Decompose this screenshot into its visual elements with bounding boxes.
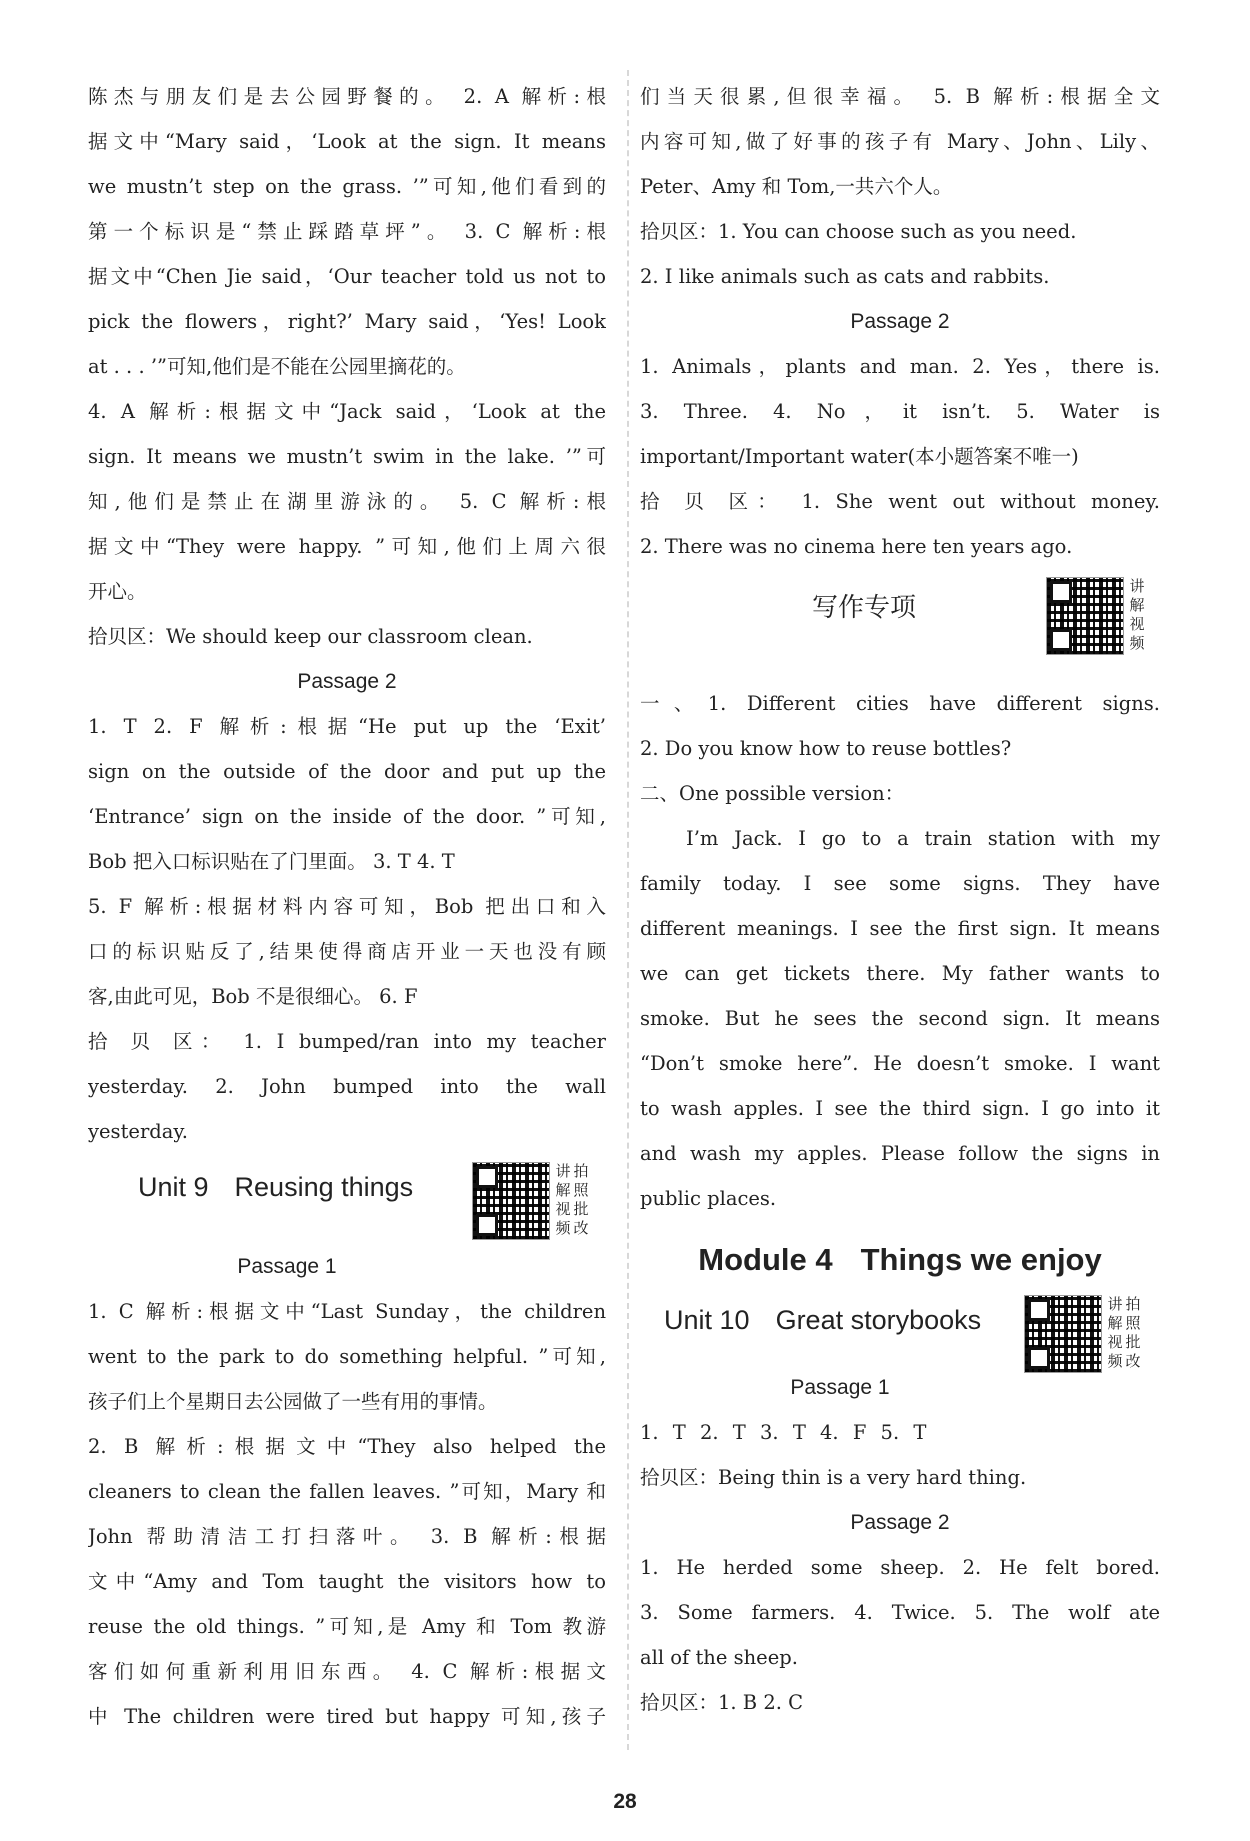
essay-line: I’m Jack. I go to a train station with my xyxy=(686,827,1160,850)
passage-heading: Passage 1 xyxy=(237,1255,337,1278)
qr-label-char: 解 xyxy=(1107,1314,1123,1332)
page-number: 28 xyxy=(613,1790,637,1813)
text-line: Peter、Amy 和 Tom,一共六个人。 xyxy=(640,175,953,198)
text-line: 3. Three. 4. No，it isn’t. 5. Water is xyxy=(640,400,1160,423)
sample-essay xyxy=(640,816,1160,1221)
left-lines-c xyxy=(88,1289,606,1739)
text-line: 2. Do you know how to reuse bottles? xyxy=(640,737,1012,760)
text-line: 口的标识贴反了,结果使得商店开业一天也没有顾 xyxy=(88,940,606,963)
text-line: 1. T 2. F 解析:根据“He put up the ‘Exit’ xyxy=(88,715,606,738)
text-line: 2. B 解析:根据文中“They also helped the xyxy=(88,1435,606,1458)
text-line: 5. F 解析:根据材料内容可知，Bob 把出口和入 xyxy=(88,895,606,918)
qr-label-char: 拍 xyxy=(1125,1295,1141,1313)
text-line: 据文中“Chen Jie said，‘Our teacher told us not to xyxy=(88,265,606,288)
text-line: 中 The children were tired but happy 可知,孩子 xyxy=(88,1705,606,1728)
text-line: 拾 贝 区： 1. She went out without money. xyxy=(640,490,1160,513)
text-line: 客,由此可见，Bob 不是很细心。 6. F xyxy=(88,985,418,1008)
essay-line: “Don’t smoke here”. He doesn’t smoke. I want xyxy=(640,1052,1160,1075)
qr-code-icon[interactable] xyxy=(1046,577,1124,655)
right-lines-c xyxy=(640,681,1160,816)
qr-label-char: 改 xyxy=(573,1219,589,1237)
text-line: 拾贝区：1. You can choose such as you need. xyxy=(640,220,1077,243)
unit-name: Great storybooks xyxy=(775,1305,982,1335)
unit-number: Unit 10 xyxy=(664,1305,750,1335)
text-line: 孩子们上个星期日去公园做了一些有用的事情。 xyxy=(88,1390,498,1413)
text-line: 2. I like animals such as cats and rabbits. xyxy=(640,265,1050,288)
text-line: we mustn’t step on the grass. ’”可知,他们看到的 xyxy=(88,175,606,198)
qr-label-char: 批 xyxy=(1125,1333,1141,1351)
right-lines-b xyxy=(640,344,1160,569)
text-line: 1. T 2. T 3. T 4. F 5. T xyxy=(640,1421,927,1444)
qr-label-char: 讲 xyxy=(1107,1295,1123,1313)
text-line: 拾 贝 区： 1. I bumped/ran into my teacher xyxy=(88,1030,606,1053)
qr-label-column xyxy=(1124,1295,1142,1371)
text-line: 1. He herded some sheep. 2. He felt bored. xyxy=(640,1556,1160,1579)
section-title: 写作专项 xyxy=(812,593,917,623)
qr-code-icon[interactable] xyxy=(472,1162,550,1240)
text-line: ‘Entrance’ sign on the inside of the door. ”可知, xyxy=(88,805,606,828)
unit9-title xyxy=(138,1172,413,1203)
passage-heading: Passage 1 xyxy=(790,1376,890,1399)
text-line: 二、One possible version： xyxy=(640,782,905,805)
qr-label-char: 照 xyxy=(573,1181,589,1199)
text-line: 内容可知,做了好事的孩子有 Mary、John、Lily、 xyxy=(640,130,1160,153)
text-line: 3. Some farmers. 4. Twice. 5. The wolf ate xyxy=(640,1601,1160,1624)
right-lines-e xyxy=(640,1545,1160,1725)
text-line: 客们如何重新利用旧东西。 4. C 解析:根据文 xyxy=(88,1660,606,1683)
text-line: pick the flowers，right?’ Mary said，‘Yes! Look xyxy=(88,310,606,333)
essay-line: different meanings. I see the first sign. It means xyxy=(640,917,1160,940)
essay-line: family today. I see some signs. They have xyxy=(640,872,1160,895)
text-line: 们当天很累,但很幸福。 5. B 解析:根据全文 xyxy=(640,85,1160,108)
qr-label-char: 改 xyxy=(1125,1352,1141,1370)
text-line: yesterday. 2. John bumped into the wall xyxy=(88,1075,606,1098)
text-line: 知,他们是禁止在湖里游泳的。 5. C 解析:根 xyxy=(88,490,606,513)
text-line: at . . . ’”可知,他们是不能在公园里摘花的。 xyxy=(88,355,466,378)
passage-heading: Passage 2 xyxy=(850,1511,950,1534)
writing-qr[interactable] xyxy=(1046,577,1146,655)
text-line: 一、1. Different cities have different signs. xyxy=(640,692,1160,715)
text-line: 2. There was no cinema here ten years ago. xyxy=(640,535,1073,558)
right-lines-a xyxy=(640,74,1160,299)
essay-line: and wash my apples. Please follow the signs in xyxy=(640,1142,1160,1165)
text-line: all of the sheep. xyxy=(640,1646,798,1669)
text-line: important/Important water(本小题答案不唯一) xyxy=(640,445,1079,468)
qr-label-char: 解 xyxy=(1129,596,1145,614)
text-line: 拾贝区：We should keep our classroom clean. xyxy=(88,625,533,648)
unit-number: Unit 9 xyxy=(138,1172,209,1202)
unit10-qr[interactable] xyxy=(1024,1295,1142,1373)
unit-name: Reusing things xyxy=(234,1172,414,1202)
qr-label-column xyxy=(554,1162,572,1238)
essay-line: smoke. But he sees the second sign. It means xyxy=(640,1007,1160,1030)
qr-labels xyxy=(1128,577,1146,653)
text-line: 拾贝区：1. B 2. C xyxy=(640,1691,804,1714)
text-line: went to the park to do something helpful. ”可知, xyxy=(88,1345,606,1368)
text-line: 1. Animals，plants and man. 2. Yes，there is. xyxy=(640,355,1160,378)
qr-label-char: 批 xyxy=(573,1200,589,1218)
qr-labels xyxy=(1106,1295,1142,1371)
left-lines-b xyxy=(88,704,606,1154)
right-lines-d xyxy=(640,1410,1160,1500)
text-line: cleaners to clean the fallen leaves. ”可知，Mary 和 xyxy=(88,1480,606,1503)
text-line: 文中“Amy and Tom taught the visitors how to xyxy=(88,1570,606,1593)
qr-label-char: 视 xyxy=(1107,1333,1123,1351)
module-number: Module 4 xyxy=(698,1242,833,1277)
qr-label-char: 照 xyxy=(1125,1314,1141,1332)
text-line: 第一个标识是“禁止踩踏草坪”。 3. C 解析:根 xyxy=(88,220,606,243)
module-title xyxy=(640,1229,1160,1291)
qr-label-char: 拍 xyxy=(573,1162,589,1180)
text-line: sign on the outside of the door and put up the xyxy=(88,760,606,783)
qr-label-char: 频 xyxy=(1107,1352,1123,1370)
passage-heading: Passage 2 xyxy=(850,310,950,333)
qr-code-icon[interactable] xyxy=(1024,1295,1102,1373)
essay-line: public places. xyxy=(640,1187,777,1210)
essay-line: to wash apples. I see the third sign. I go into it xyxy=(640,1097,1160,1120)
qr-label-char: 讲 xyxy=(1129,577,1145,595)
writing-section-header xyxy=(640,569,1160,681)
unit10-title xyxy=(664,1305,981,1336)
qr-labels xyxy=(554,1162,590,1238)
left-column xyxy=(88,74,606,1739)
text-line: 据文中“Mary said，‘Look at the sign. It means xyxy=(88,130,606,153)
qr-label-char: 频 xyxy=(555,1219,571,1237)
qr-label-char: 视 xyxy=(1129,615,1145,633)
qr-label-char: 频 xyxy=(1129,634,1145,652)
text-line: 4. A 解析:根据文中“Jack said，‘Look at the xyxy=(88,400,606,423)
text-line: 拾贝区：Being thin is a very hard thing. xyxy=(640,1466,1027,1489)
text-line: Bob 把入口标识贴在了门里面。 3. T 4. T xyxy=(88,850,455,873)
qr-label-char: 讲 xyxy=(555,1162,571,1180)
qr-label-column xyxy=(1106,1295,1124,1371)
essay-line: we can get tickets there. My father wants to xyxy=(640,962,1160,985)
text-line: yesterday. xyxy=(88,1120,188,1143)
right-column xyxy=(640,74,1160,1725)
qr-label-char: 视 xyxy=(555,1200,571,1218)
text-line: sign. It means we mustn’t swim in the lake. ’”可 xyxy=(88,445,606,468)
text-line: 陈杰与朋友们是去公园野餐的。 2. A 解析:根 xyxy=(88,85,606,108)
unit9-qr[interactable] xyxy=(472,1162,590,1240)
unit10-header xyxy=(640,1291,1160,1375)
text-line: reuse the old things. ”可知,是 Amy 和 Tom 教游 xyxy=(88,1615,606,1638)
unit9-header xyxy=(88,1154,606,1260)
text-line: John 帮助清洁工打扫落叶。 3. B 解析:根据 xyxy=(88,1525,606,1548)
text-line: 1. C 解析:根据文中“Last Sunday，the children xyxy=(88,1300,606,1323)
text-line: 开心。 xyxy=(88,580,147,603)
module-name: Things we enjoy xyxy=(860,1242,1102,1277)
qr-label-column xyxy=(572,1162,590,1238)
left-lines-a xyxy=(88,74,606,659)
text-line: 据文中“They were happy. ”可知,他们上周六很 xyxy=(88,535,606,558)
column-divider xyxy=(627,70,629,1750)
passage-heading: Passage 2 xyxy=(297,670,397,693)
qr-label-char: 解 xyxy=(555,1181,571,1199)
qr-label-column xyxy=(1128,577,1146,653)
